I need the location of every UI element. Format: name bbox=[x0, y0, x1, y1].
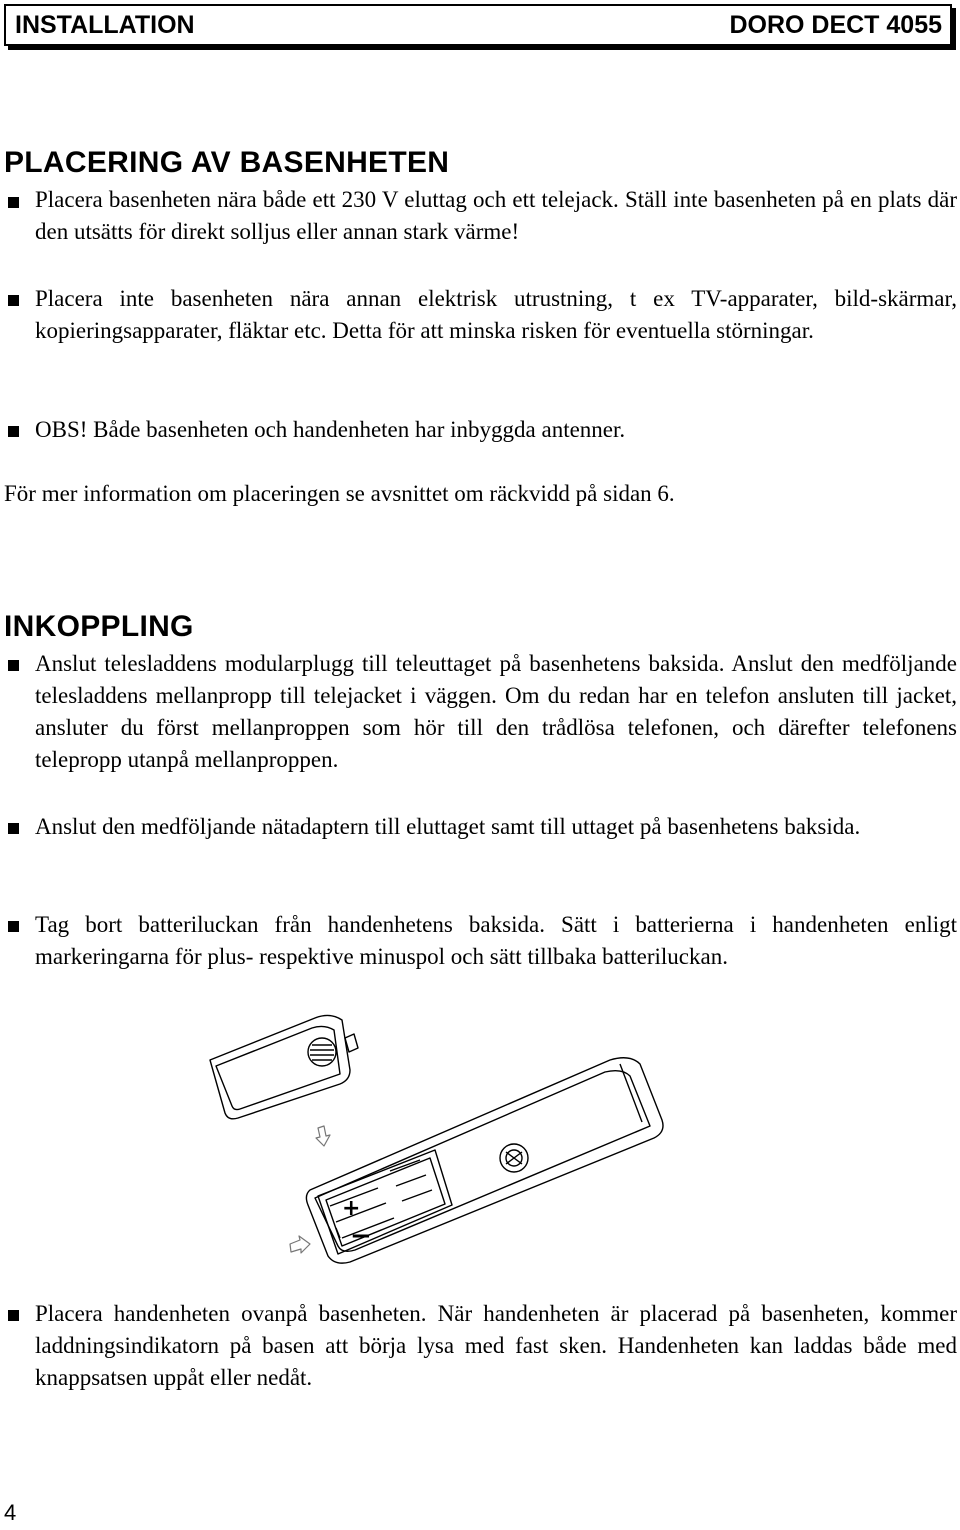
svg-text:+: + bbox=[342, 1196, 361, 1221]
svg-text:−: − bbox=[350, 1221, 372, 1251]
placement-note: För mer information om placeringen se avsnittet om räckvidd på sidan 6. bbox=[4, 481, 675, 506]
battery-icon bbox=[318, 1150, 452, 1254]
bullet-marker bbox=[8, 823, 19, 834]
placement-bullet-3: OBS! Både basenheten och handenheten har inbyggda antenner. bbox=[35, 417, 626, 442]
page-number: 4 bbox=[4, 1500, 17, 1525]
connection-heading: INKOPPLING bbox=[4, 610, 194, 643]
page-header bbox=[4, 4, 952, 46]
connection-bullet-4: Placera handenheten ovanpå basenheten. När handenheten är placerad på basenheten, kommer laddningsindikatorn på basen att börja lysa med fast sken. Handenheten kan laddas både med knappsatsen uppåt eller nedåt. bbox=[35, 1301, 957, 1390]
bullet-marker bbox=[8, 1310, 19, 1321]
bullet-marker bbox=[8, 295, 19, 306]
placement-bullet-2: Placera inte basenheten nära annan elektrisk utrustning, t ex TV-apparater, bild-skärmar, kopieringsapparater, fläktar etc. Detta för att minska risken för eventuella störningar. bbox=[35, 286, 957, 343]
connection-bullet-3: Tag bort batteriluckan från handenhetens baksida. Sätt i batterierna i handenheten enligt markeringarna för plus- respektive minuspol och sätt tillbaka batteriluckan. bbox=[35, 912, 957, 969]
placement-heading: PLACERING AV BASENHETEN bbox=[4, 146, 450, 179]
battery-cover-icon bbox=[210, 1015, 358, 1118]
bullet-marker bbox=[8, 197, 19, 208]
bullet-marker bbox=[8, 426, 19, 437]
header-section-title: INSTALLATION bbox=[15, 10, 195, 39]
header-product-name: DORO DECT 4055 bbox=[729, 10, 942, 39]
connection-bullet-1: Anslut telesladdens modularplugg till teleuttaget på basenhetens baksida. Anslut den medföljande telesladdens mellanpropp till telejacket i väggen. Om du redan har en telefon ansluten till jacket, ansluter du först mellanproppen som hör till den trådlösa telefonen, och därefter telefonens telepropp utanpå mellanproppen. bbox=[35, 651, 957, 772]
connection-bullet-2: Anslut den medföljande nätadaptern till eluttaget samt till uttaget på basenhetens baksida. bbox=[35, 814, 861, 839]
bullet-marker bbox=[8, 921, 19, 932]
battery-installation-figure bbox=[190, 1000, 680, 1270]
placement-bullet-1: Placera basenheten nära både ett 230 V eluttag och ett telejack. Ställ inte basenheten på en plats där den utsätts för direkt solljus eller annan stark värme! bbox=[35, 187, 957, 244]
bullet-marker bbox=[8, 660, 19, 671]
